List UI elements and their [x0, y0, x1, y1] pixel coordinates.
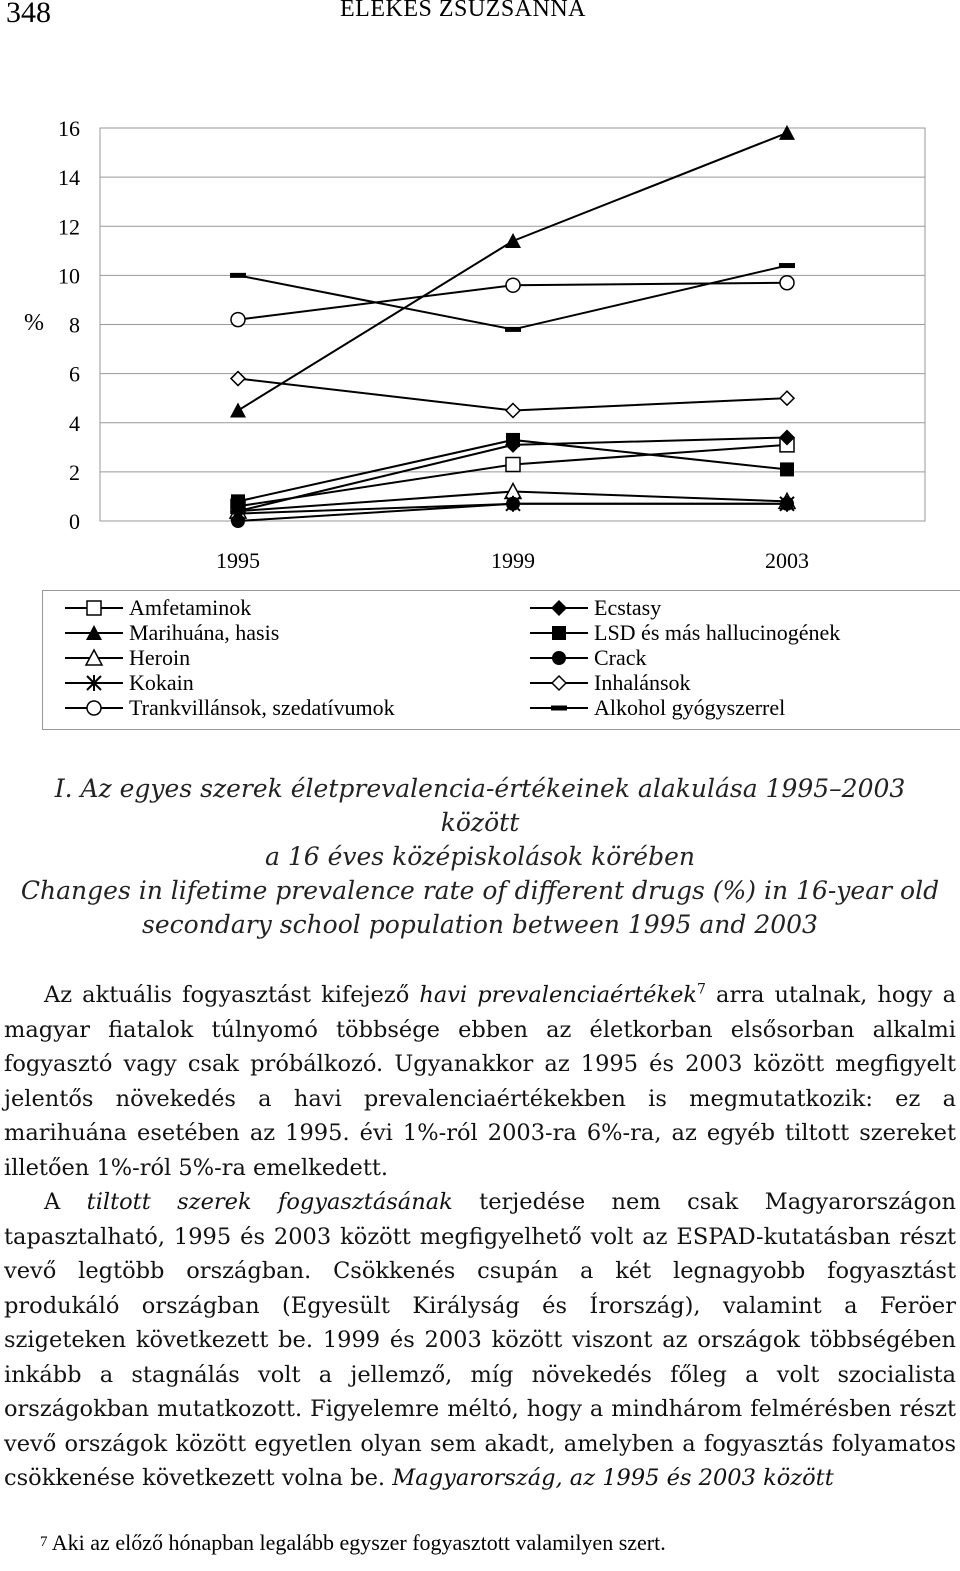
legend-label: Alkohol gyógyszerrel: [594, 694, 786, 720]
caption-en-line-2: secondary school population between 1995 and 2003: [142, 910, 818, 939]
y-tick-label: 4: [69, 410, 80, 436]
p2-text-a: A: [44, 1189, 87, 1215]
y-tick-label: 8: [69, 312, 80, 338]
caption-hu-line-2: a 16 éves középiskolások körében: [264, 842, 696, 871]
x-tick-label: 1995: [216, 548, 260, 573]
data-point: [780, 391, 794, 405]
data-point: [780, 497, 794, 511]
paragraph-1: [4, 978, 956, 1185]
legend-swatch: [528, 698, 590, 718]
x-tick-label: 2003: [765, 548, 809, 573]
x-axis-ticks: [216, 548, 809, 573]
footnote-ref: 7: [697, 981, 706, 998]
series-line: [238, 133, 787, 411]
legend-swatch: [63, 673, 125, 693]
legend-label: Kokain: [129, 669, 194, 695]
data-point: [231, 494, 245, 508]
legend-marker: [552, 676, 566, 690]
data-point: [780, 276, 794, 290]
data-point: [506, 497, 520, 511]
legend-label: Ecstasy: [594, 594, 662, 620]
footnote-number: 7: [40, 1534, 48, 1550]
legend-swatch: [63, 598, 125, 618]
series-8: [231, 372, 794, 418]
data-point: [230, 402, 246, 417]
caption-en-line-1: Changes in lifetime prevalence rate of different drugs (%) in 16-year old: [20, 876, 940, 905]
legend-marker: [551, 705, 567, 710]
legend-swatch: [528, 623, 590, 643]
y-tick-label: 10: [58, 263, 80, 289]
legend-label: Trankvillánsok, szedatívumok: [129, 694, 395, 720]
p2-text-c: terjedése nem csak Magyarországon tapasztalható, 1995 és 2003 között megfigyelhető volt az ESPAD-kutatásban részt vevő legtöbb országban. Csökkenés csupán a két legnagyobb fogyasztást produkáló országban (Egyesült Királyság és Írország), valamint a Feröer szigeteken következett be. 1999 és 2003 között viszont az országok többségében inkább a stagnálás volt a jellemző, míg növekedés főleg a volt szocialista országokban mutatkozott. Figyelemre méltó, hogy a mindhárom felmérésben részt vevő országok között egyetlen olyan sem akadt, amelyben a fogyasztás folyamatos csökkenése következett volna be.: [4, 1189, 957, 1491]
legend-column-right: [528, 595, 840, 720]
data-point: [231, 313, 245, 327]
y-axis-label: %: [24, 310, 44, 336]
paragraph-2: [4, 1185, 956, 1496]
legend-column-left: [63, 595, 395, 720]
data-point: [506, 458, 520, 472]
legend-swatch: [528, 598, 590, 618]
data-point: [506, 403, 520, 417]
data-point: [779, 263, 795, 268]
legend-marker: [551, 600, 567, 616]
figure-caption: [20, 772, 940, 942]
legend-marker: [552, 651, 566, 665]
series-9: [230, 263, 795, 332]
legend-swatch: [528, 673, 590, 693]
legend-item: [63, 620, 395, 645]
line-chart: [0, 100, 960, 580]
legend-item: [528, 620, 840, 645]
legend-item: [63, 670, 395, 695]
legend-marker: [87, 601, 101, 615]
legend-item: [528, 595, 840, 620]
caption-hu-line-1: I. Az egyes szerek életprevalencia-értékeinek alakulása 1995–2003 között: [54, 774, 906, 837]
legend-label: Crack: [594, 644, 647, 670]
x-tick-label: 1999: [491, 548, 535, 573]
legend-label: Heroin: [129, 644, 191, 670]
p1-text-c: arra utalnak, hogy a magyar fiatalok túlnyomó többsége ebben az életkorban elsősorban alkalmi fogyasztó vagy csak próbálkozó. Ugyanakkor az 1995 és 2003 között megfigyelt jelentős növekedés a havi prevalenciaértékekben is megmutatkozik: ez a marihuána esetében az 1995. évi 1%-ról 2003-ra 6%-ra, az egyéb tiltott szereket illetően 1%-ról 5%-ra emelkedett.: [4, 982, 956, 1181]
legend-label: Amfetaminok: [129, 594, 252, 620]
legend-label: Inhalánsok: [594, 669, 691, 695]
legend-swatch: [528, 648, 590, 668]
legend-item: [63, 645, 395, 670]
legend-swatch: [63, 698, 125, 718]
chart-series: [230, 125, 795, 528]
data-point: [780, 462, 794, 476]
legend-item: [528, 645, 840, 670]
data-point: [505, 327, 521, 332]
data-point: [505, 233, 521, 248]
y-tick-label: 6: [69, 361, 80, 387]
chart-legend: [42, 590, 960, 730]
p1-italic: havi prevalenciaértékek: [419, 982, 698, 1008]
legend-item: [63, 695, 395, 720]
legend-swatch: [63, 648, 125, 668]
y-tick-label: 16: [58, 116, 80, 141]
legend-swatch: [63, 623, 125, 643]
legend-item: [528, 670, 840, 695]
legend-label: LSD és más hallucinogének: [594, 619, 841, 645]
y-tick-label: 14: [58, 165, 80, 191]
y-axis-ticks: [58, 116, 80, 534]
legend-marker: [552, 626, 566, 640]
p1-text-a: Az aktuális fogyasztást kifejező: [44, 982, 420, 1008]
page-number: 348: [6, 0, 51, 29]
y-tick-label: 12: [58, 214, 80, 240]
data-point: [506, 433, 520, 447]
legend-label: Marihuána, hasis: [129, 619, 280, 645]
data-point: [230, 273, 246, 278]
footnote-text: Aki az előző hónapban legalább egyszer fogyasztott valamilyen szert.: [51, 1530, 666, 1555]
running-head: ELEKES ZSUZSANNA: [340, 0, 586, 22]
data-point: [506, 278, 520, 292]
body-text: [4, 978, 956, 1496]
legend-marker: [87, 701, 101, 715]
legend-item: [63, 595, 395, 620]
data-point: [231, 514, 245, 528]
footnote: [40, 1530, 666, 1556]
legend-item: [528, 695, 840, 720]
data-point: [779, 125, 795, 140]
y-tick-label: 2: [69, 459, 80, 485]
p2-italic: tiltott szerek fogyasztásának: [86, 1189, 453, 1215]
y-tick-label: 0: [69, 509, 80, 534]
series-7: [231, 497, 794, 528]
p2-italic-end: Magyarország, az 1995 és 2003 között: [392, 1465, 834, 1491]
